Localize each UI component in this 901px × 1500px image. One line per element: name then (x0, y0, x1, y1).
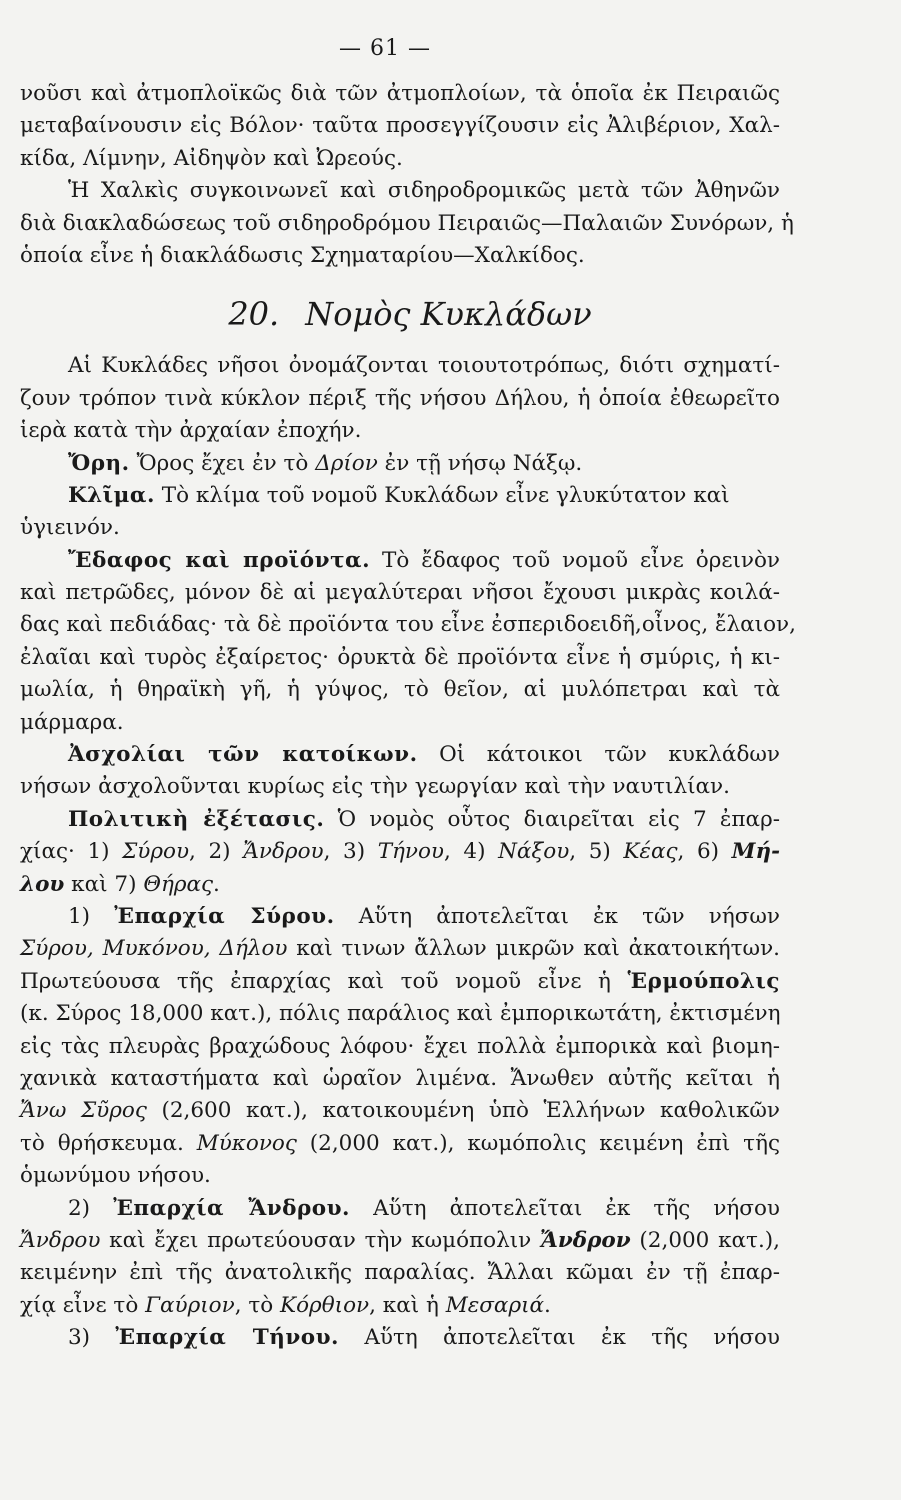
text-line: (κ. Σύρος 18,000 κατ.), πόλις παράλιος καὶ ἐμπορικωτάτη, ἐκτισμένη (20, 1001, 781, 1027)
text-span: τὸ θρήσκευμα. (20, 1130, 197, 1156)
page-number: — 61 — (339, 36, 431, 61)
text-span: , καὶ ἡ (369, 1292, 446, 1318)
subheading-eparchia-syrou: Ἐπαρχία Σύρου. (114, 903, 335, 929)
text-span: (2,000 κατ.), (630, 1227, 780, 1253)
subheading-edafos: Ἔδαφος καὶ προϊόντα. (68, 547, 371, 573)
text-span: . (544, 1292, 551, 1318)
subheading-politiki: Πολιτικὴ ἐξέτασις. (68, 806, 325, 832)
text-line (20, 545, 780, 577)
text-span: , 3) (323, 839, 378, 865)
item-number: 2) (68, 1195, 91, 1221)
text-span: , 2) (189, 839, 244, 865)
text-span: Πρωτεύουσα τῆς ἐπαρχίας καὶ τοῦ νομοῦ εἶνε ἡ (20, 968, 628, 994)
text-span: , 6) (677, 839, 732, 865)
text-line: κίδα, Λίμνην, Αἰδηψὸν καὶ Ὠρεούς. (20, 145, 403, 171)
section-heading (20, 294, 780, 334)
text-line: χανικὰ καταστήματα καὶ ὡραῖον λιμένα. Ἄνωθεν αὐτῆς κεῖται ἡ (20, 1065, 780, 1091)
text-span: , τὸ (234, 1292, 281, 1318)
text-line: διὰ διακλαδώσεως τοῦ σιδηροδρόμου Πειραιῶς—Παλαιῶν Συνόρων, ἡ (20, 210, 794, 236)
place-name: Σύρου (122, 839, 190, 865)
text-line: μωλία, ἡ θηραϊκὴ γῆ, ἡ γύψος, τὸ θεῖον, αἱ μυλόπετραι καὶ τὰ (20, 677, 780, 703)
text-line (20, 966, 780, 998)
text-line: ἱερὰ κατὰ τὴν ἀρχαίαν ἐποχήν. (20, 418, 362, 444)
text-line: ζουν τρόπον τινὰ κύκλον πέριξ τῆς νήσου Δήλου, ἡ ὁποία ἐθεωρεῖτο (20, 385, 780, 411)
place-name: λου (20, 871, 65, 897)
text-line: ὁποία εἶνε ἡ διακλάδωσις Σχηματαρίου—Χαλκίδος. (20, 242, 585, 268)
place-name: Ἄνδρου (20, 1227, 101, 1253)
text-line: ὁμωνύμου νήσου. (20, 1163, 211, 1189)
place-name: Νάξου (498, 839, 570, 865)
text-span: Τὸ ἔδαφος τοῦ νομοῦ εἶνε ὀρεινὸν (382, 547, 781, 573)
place-name: Κόρθιον (280, 1292, 370, 1318)
text-span: Οἱ κάτοικοι τῶν κυκλάδων (439, 742, 780, 768)
text-span: Αὕτη ἀποτελεῖται ἐκ τῆς νήσου (373, 1195, 780, 1221)
place-name: Τήνου (377, 839, 444, 865)
text-line (20, 739, 780, 771)
place-name: Μεσαριά (445, 1292, 545, 1318)
text-line: μεταβαίνουσιν εἰς Βόλον· ταῦτα προσεγγίζουσιν εἰς Ἀλιβέριον, Χαλ- (20, 113, 780, 139)
item-number: 3) (68, 1325, 91, 1351)
subheading-asxolies: Ἀσχολίαι τῶν κατοίκων. (68, 742, 418, 768)
subheading-eparchia-tinou: Ἐπαρχία Τήνου. (115, 1325, 340, 1351)
subheading-eparchia-androu: Ἐπαρχία Ἄνδρου. (113, 1195, 351, 1221)
text-span: χίας· 1) (20, 839, 123, 865)
capital-name: Ἑρμούπολις (627, 968, 780, 994)
text-span: ἐν τῇ νήσῳ Νάξῳ. (377, 450, 583, 476)
text-line (20, 869, 780, 901)
text-line (20, 480, 780, 512)
place-name: Ἄνδρου (243, 839, 324, 865)
text-line: ἐλαῖαι καὶ τυρὸς ἐξαίρετος· ὀρυκτὰ δὲ προϊόντα εἶνε ἡ σμύρις, ἡ κι- (20, 644, 780, 670)
text-line: μάρμαρα. (20, 709, 124, 735)
place-name: Ἄνδρον (539, 1227, 631, 1253)
text-span: Αὕτη ἀποτελεῖται ἐκ τῶν νήσων (358, 903, 780, 929)
text-span: καὶ ἔχει πρωτεύουσαν τὴν κωμόπολιν (100, 1227, 540, 1253)
place-name: Σύρου, Μυκόνου, Δήλου (20, 936, 288, 962)
text-line (20, 448, 780, 480)
text-span: (2,000 κατ.), κωμόπολις κειμένη ἐπὶ τῆς (296, 1130, 780, 1156)
text-line: Αἱ Κυκλάδες νῆσοι ὀνομάζονται τοιουτοτρόπως, διότι σχηματί- (68, 353, 780, 379)
text-line: δας καὶ πεδιάδας· τὰ δὲ προϊόντα του εἶνε ἐσπεριδοειδῆ,οἶνος, ἔλαιον, (20, 612, 796, 638)
place-name: Κέας (623, 839, 678, 865)
place-name: Μύκονος (196, 1130, 297, 1156)
place-name: Γαύριον (145, 1292, 235, 1318)
text-span: Ὄρος ἔχει ἐν τὸ (136, 450, 316, 476)
item-number: 1) (68, 903, 91, 929)
text-span: καὶ τινων ἄλλων μικρῶν καὶ ἀκατοικήτων. (287, 936, 780, 962)
text-span: Τὸ κλίμα τοῦ νομοῦ Κυκλάδων εἶνε γλυκύτατον καὶ (161, 482, 730, 508)
text-line: κειμένην ἐπὶ τῆς ἀνατολικῆς παραλίας. Ἄλλαι κῶμαι ἐν τῇ ἐπαρ- (20, 1260, 780, 1286)
text-line: ὑγιεινόν. (20, 515, 120, 541)
place-name: Μή- (731, 839, 780, 865)
text-span: . (213, 871, 220, 897)
text-line: εἰς τὰς πλευρὰς βραχώδους λόφου· ἔχει πολλὰ ἐμπορικὰ καὶ βιομη- (20, 1033, 780, 1059)
subheading-klima: Κλῖμα. (68, 482, 155, 508)
text-line (20, 1290, 780, 1322)
text-span: (2,600 κατ.), κατοικουμένη ὑπὸ Ἑλλήνων καθολικῶν (146, 1098, 780, 1124)
place-name: Θήρας (143, 871, 214, 897)
text-line (20, 836, 780, 868)
subheading-ori: Ὄρη. (68, 450, 130, 476)
text-line (20, 901, 780, 933)
text-line (20, 1322, 780, 1354)
text-line: καὶ πετρῶδες, μόνον δὲ αἱ μεγαλύτεραι νῆσοι ἔχουσι μικρὰς κοιλά- (20, 580, 780, 606)
text-span: καὶ 7) (64, 871, 144, 897)
text-line (20, 804, 780, 836)
text-span: Αὕτη ἀποτελεῖται ἐκ τῆς νήσου (364, 1325, 781, 1351)
text-line (20, 1128, 780, 1160)
section-number: 20. (228, 295, 280, 334)
text-line (20, 1095, 780, 1127)
text-line (20, 1193, 780, 1225)
text-span: Ὁ νομὸς οὗτος διαιρεῖται εἰς 7 ἐπαρ- (337, 806, 780, 832)
text-span: , 5) (569, 839, 624, 865)
text-span: χίᾳ εἶνε τὸ (20, 1292, 146, 1318)
text-line: νήσων ἀσχολοῦνται κυρίως εἰς τὴν γεωργίαν καὶ τὴν ναυτιλίαν. (20, 774, 730, 800)
text-span: , 4) (444, 839, 499, 865)
text-line (20, 933, 780, 965)
page-body (20, 78, 796, 1354)
section-title: Νομὸς Κυκλάδων (305, 295, 592, 334)
mountain-name: Δρίον (315, 450, 378, 476)
text-line: νοῦσι καὶ ἀτμοπλοϊκῶς διὰ τῶν ἀτμοπλοίων, τὰ ὁποῖα ἐκ Πειραιῶς (20, 81, 780, 106)
place-name: Ἄνω Σῦρος (20, 1098, 147, 1124)
text-line: Ἡ Χαλκὶς συγκοινωνεῖ καὶ σιδηροδρομικῶς μετὰ τῶν Ἀθηνῶν (68, 178, 780, 204)
text-line (20, 1225, 780, 1257)
